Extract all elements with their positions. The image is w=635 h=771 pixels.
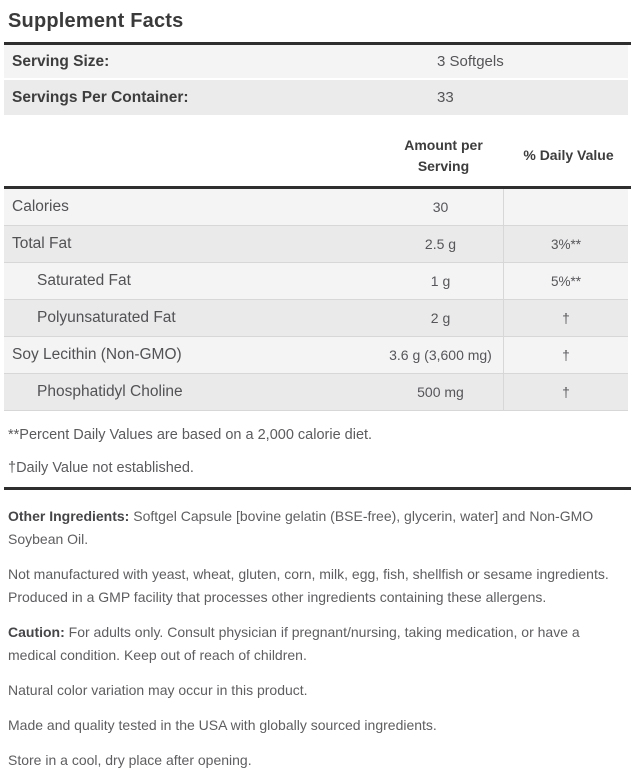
nutrient-amount: 2 g [430,310,451,326]
serving-size-row [4,45,628,80]
nutrient-name: Soy Lecithin (Non-GMO) [12,346,182,363]
nutrient-name: Calories [12,198,69,215]
made-in-usa-note: Made and quality tested in the USA with globally sourced ingredients. [8,717,437,733]
nutrient-daily-value: † [503,337,628,373]
nutrient-name: Phosphatidyl Choline [37,383,183,400]
daily-value-header: % Daily Value [523,147,614,163]
column-headers [4,115,631,186]
other-ingredients-label: Other Ingredients: [8,508,130,524]
storage-note: Store in a cool, dry place after opening. [8,752,252,768]
nutrient-daily-value: † [503,374,628,410]
panel-title: Supplement Facts [8,10,184,32]
table-row-phosphatidyl-choline [4,374,628,411]
nutrient-name: Total Fat [12,235,72,252]
serving-size-value: 3 Softgels [437,53,504,70]
percent-daily-value-footnote: **Percent Daily Values are based on a 2,000 calorie diet. [8,427,373,443]
nutrient-amount: 500 mg [417,384,464,400]
table-row-soy-lecithin [4,337,628,374]
caution-paragraph [8,621,627,667]
nutrient-daily-value: 5%** [503,263,628,299]
divider-rule-bottom [4,487,631,490]
nutrient-name: Saturated Fat [37,272,131,289]
table-row-total-fat [4,226,628,263]
amount-per-serving-header: Amount per Serving [404,136,483,174]
nutrient-daily-value: † [503,300,628,336]
table-row-polyunsaturated-fat [4,300,628,337]
nutrient-name: Polyunsaturated Fat [37,309,176,326]
allergen-note: Not manufactured with yeast, wheat, gluten, corn, milk, egg, fish, shellfish or sesame ingredients. Produced in a GMP facility that processes other ingredients containing these allergens. [8,566,609,605]
serving-info [4,45,628,115]
servings-per-container-label: Servings Per Container: [12,88,189,106]
other-ingredients-paragraph [8,505,627,551]
nutrient-daily-value: 3%** [503,226,628,262]
nutrient-amount: 30 [432,199,449,215]
color-variation-note: Natural color variation may occur in this product. [8,682,308,698]
other-ingredients-text: Softgel Capsule [bovine gelatin (BSE-free), glycerin, water] and Non-GMO Soybean Oil. [8,508,594,547]
nutrient-amount: 2.5 g [424,236,457,252]
supplement-facts-panel [4,9,631,771]
caution-text: For adults only. Consult physician if pregnant/nursing, taking medication, or have a medical condition. Keep out of reach of children. [8,624,580,663]
servings-per-container-value: 33 [437,89,454,106]
table-row-saturated-fat [4,263,628,300]
table-row-calories [4,189,628,226]
nutrient-daily-value [503,189,628,225]
servings-per-container-row [4,80,628,115]
nutrient-amount: 1 g [430,273,451,289]
daily-value-not-established-footnote: †Daily Value not established. [8,460,194,476]
caution-label: Caution: [8,624,65,640]
nutrient-table [4,189,628,411]
nutrient-amount: 3.6 g (3,600 mg) [389,347,492,363]
serving-size-label: Serving Size: [12,52,110,70]
